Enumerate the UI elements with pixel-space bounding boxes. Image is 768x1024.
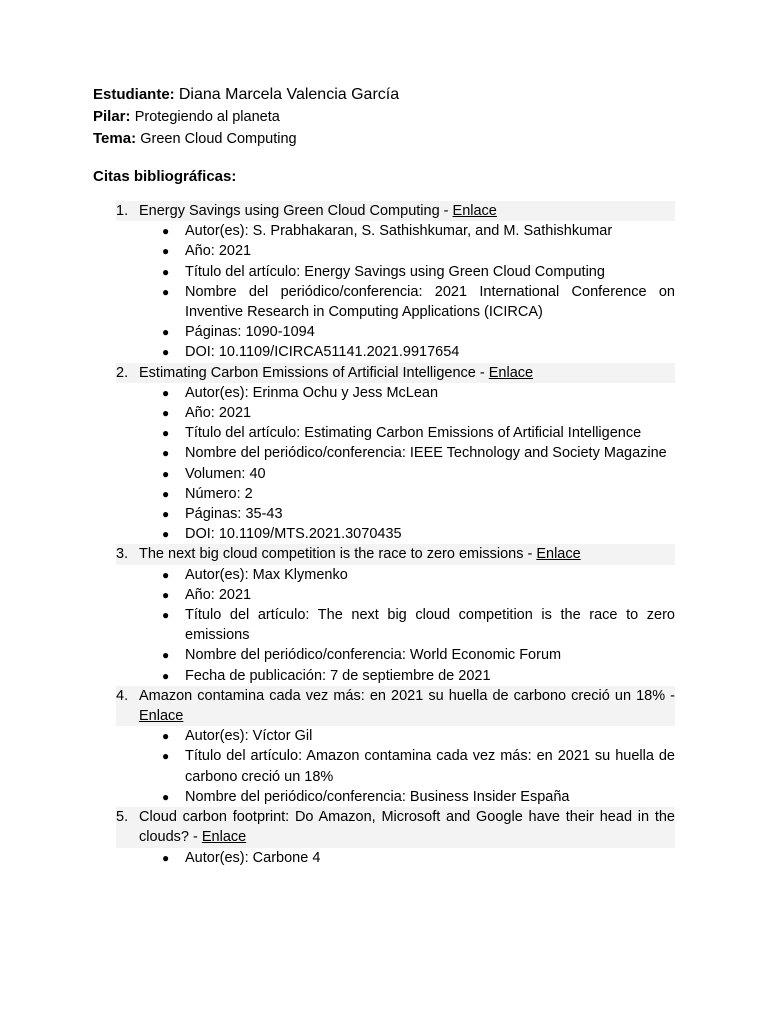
reference-detail-text: Autor(es): Erinma Ochu y Jess McLean [185,384,439,401]
reference-detail-text: DOI: 10.1109/MTS.2021.3070435 [185,526,402,543]
reference-detail-text: Año: 2021 [185,405,252,422]
reference-title [116,807,675,847]
reference-item [93,686,675,807]
reference-detail-item [162,464,675,484]
pillar-line [93,106,675,128]
bullet-icon: ● [162,729,170,744]
reference-detail-text: Nombre del periódico/conferencia: World Economic Forum [185,647,562,664]
reference-detail-text: Autor(es): Max Klymenko [185,566,348,583]
pillar-label: Pilar: [93,108,131,125]
reference-number: 5. [116,809,129,826]
reference-detail-text: Número: 2 [185,485,253,502]
reference-detail-text: Título del artículo: Estimating Carbon Emissions of Artificial Intelligence [185,425,642,442]
reference-item [93,363,675,545]
reference-detail-item [162,565,675,585]
reference-details [93,565,675,686]
enlace-link[interactable]: Enlace [488,364,534,381]
reference-detail-item [162,726,675,746]
bullet-icon: ● [162,345,170,360]
reference-detail-item [162,423,675,443]
reference-detail-item [162,403,675,423]
bullet-icon: ● [162,466,170,481]
topic-line [93,128,675,150]
reference-detail-text: Fecha de publicación: 7 de septiembre de 2021 [185,667,491,684]
bullet-icon: ● [162,244,170,259]
reference-detail-item [162,848,675,868]
reference-detail-item [162,383,675,403]
reference-item [93,544,675,685]
reference-title [116,544,675,564]
reference-detail-text: DOI: 10.1109/ICIRCA51141.2021.9917654 [185,344,460,361]
reference-detail-item [162,585,675,605]
reference-detail-text: Año: 2021 [185,243,252,260]
bullet-icon: ● [162,587,170,602]
enlace-link[interactable]: Enlace [452,203,497,219]
reference-details [93,848,675,868]
bullet-icon: ● [162,668,170,683]
reference-number: 2. [116,364,129,381]
reference-title-text: Cloud carbon footprint: Do Amazon, Microsoft and Google have their head in the clouds? - [139,809,675,846]
reference-number: 3. [116,546,129,563]
bullet-icon: ● [162,749,170,764]
pillar-value: Protegiendo al planeta [134,109,280,125]
citations-heading: Citas bibliográficas: [93,168,237,185]
reference-detail-item [162,746,675,786]
reference-number: 1. [116,203,129,219]
reference-title [116,363,675,383]
reference-detail-text: Páginas: 1090-1094 [185,324,315,341]
reference-detail-item [162,524,675,544]
reference-list [93,201,675,868]
bullet-icon: ● [162,486,170,501]
reference-detail-item [162,666,675,686]
reference-detail-text: Nombre del periódico/conferencia: IEEE Technology and Society Magazine [185,445,667,462]
bullet-icon: ● [162,325,170,340]
reference-detail-text: Volumen: 40 [185,465,266,482]
reference-detail-item [162,241,675,261]
document-page [93,84,675,868]
bullet-icon: ● [162,406,170,421]
bullet-icon: ● [162,608,170,623]
reference-detail-text: Título del artículo: The next big cloud competition is the race to zero emissions [185,607,675,644]
reference-detail-item [162,262,675,282]
reference-detail-text: Autor(es): Carbone 4 [185,849,321,866]
reference-detail-item [162,484,675,504]
bullet-icon: ● [162,507,170,522]
bullet-icon: ● [162,264,170,279]
reference-detail-text: Nombre del periódico/conferencia: Business Insider España [185,788,570,805]
enlace-link[interactable]: Enlace [139,708,184,725]
reference-details [93,221,675,362]
enlace-link[interactable]: Enlace [536,546,581,563]
bullet-icon: ● [162,567,170,582]
reference-detail-item [162,504,675,524]
reference-title-text: Estimating Carbon Emissions of Artificial Intelligence - [139,364,489,381]
reference-detail-item [162,645,675,665]
reference-detail-item [162,787,675,807]
reference-title-text: Amazon contamina cada vez más: en 2021 su huella de carbono creció un 18% - [139,687,675,704]
bullet-icon: ● [162,527,170,542]
topic-value: Green Cloud Computing [140,131,297,147]
reference-detail-item [162,605,675,645]
reference-detail-item [162,221,675,241]
student-name: Diana Marcela Valencia García [178,86,400,103]
reference-details [93,726,675,807]
reference-detail-text: Autor(es): S. Prabhakaran, S. Sathishkumar, and M. Sathishkumar [185,223,613,240]
reference-title [116,201,675,221]
reference-detail-text: Páginas: 35-43 [185,506,283,523]
bullet-icon: ● [162,284,170,299]
bullet-icon: ● [162,850,170,865]
reference-detail-item [162,282,675,322]
reference-detail-item [162,443,675,463]
reference-detail-text: Autor(es): Víctor Gil [185,728,313,745]
student-line [93,84,675,106]
topic-label: Tema: [93,130,137,147]
reference-detail-item [162,322,675,342]
enlace-link[interactable]: Enlace [201,829,247,846]
bullet-icon: ● [162,446,170,461]
reference-item [93,807,675,868]
bullet-icon: ● [162,789,170,804]
reference-title-text: Energy Savings using Green Cloud Computing - [139,203,453,219]
reference-title [116,686,675,726]
reference-item [93,201,675,363]
reference-details [93,383,675,545]
reference-detail-text: Año: 2021 [185,586,252,603]
reference-detail-item [162,342,675,362]
reference-number: 4. [116,687,129,704]
reference-title-text: The next big cloud competition is the race to zero emissions - [139,546,537,563]
bullet-icon: ● [162,224,170,239]
bullet-icon: ● [162,648,170,663]
reference-detail-text: Nombre del periódico/conferencia: 2021 International Conference on Inventive Research in Computing Applications (ICIRCA) [185,283,675,321]
bullet-icon: ● [162,385,170,400]
bullet-icon: ● [162,426,170,441]
reference-detail-text: Título del artículo: Amazon contamina cada vez más: en 2021 su huella de carbono creció un 18% [185,748,675,785]
reference-detail-text: Título del artículo: Energy Savings using Green Cloud Computing [185,263,605,280]
student-label: Estudiante: [93,86,175,103]
